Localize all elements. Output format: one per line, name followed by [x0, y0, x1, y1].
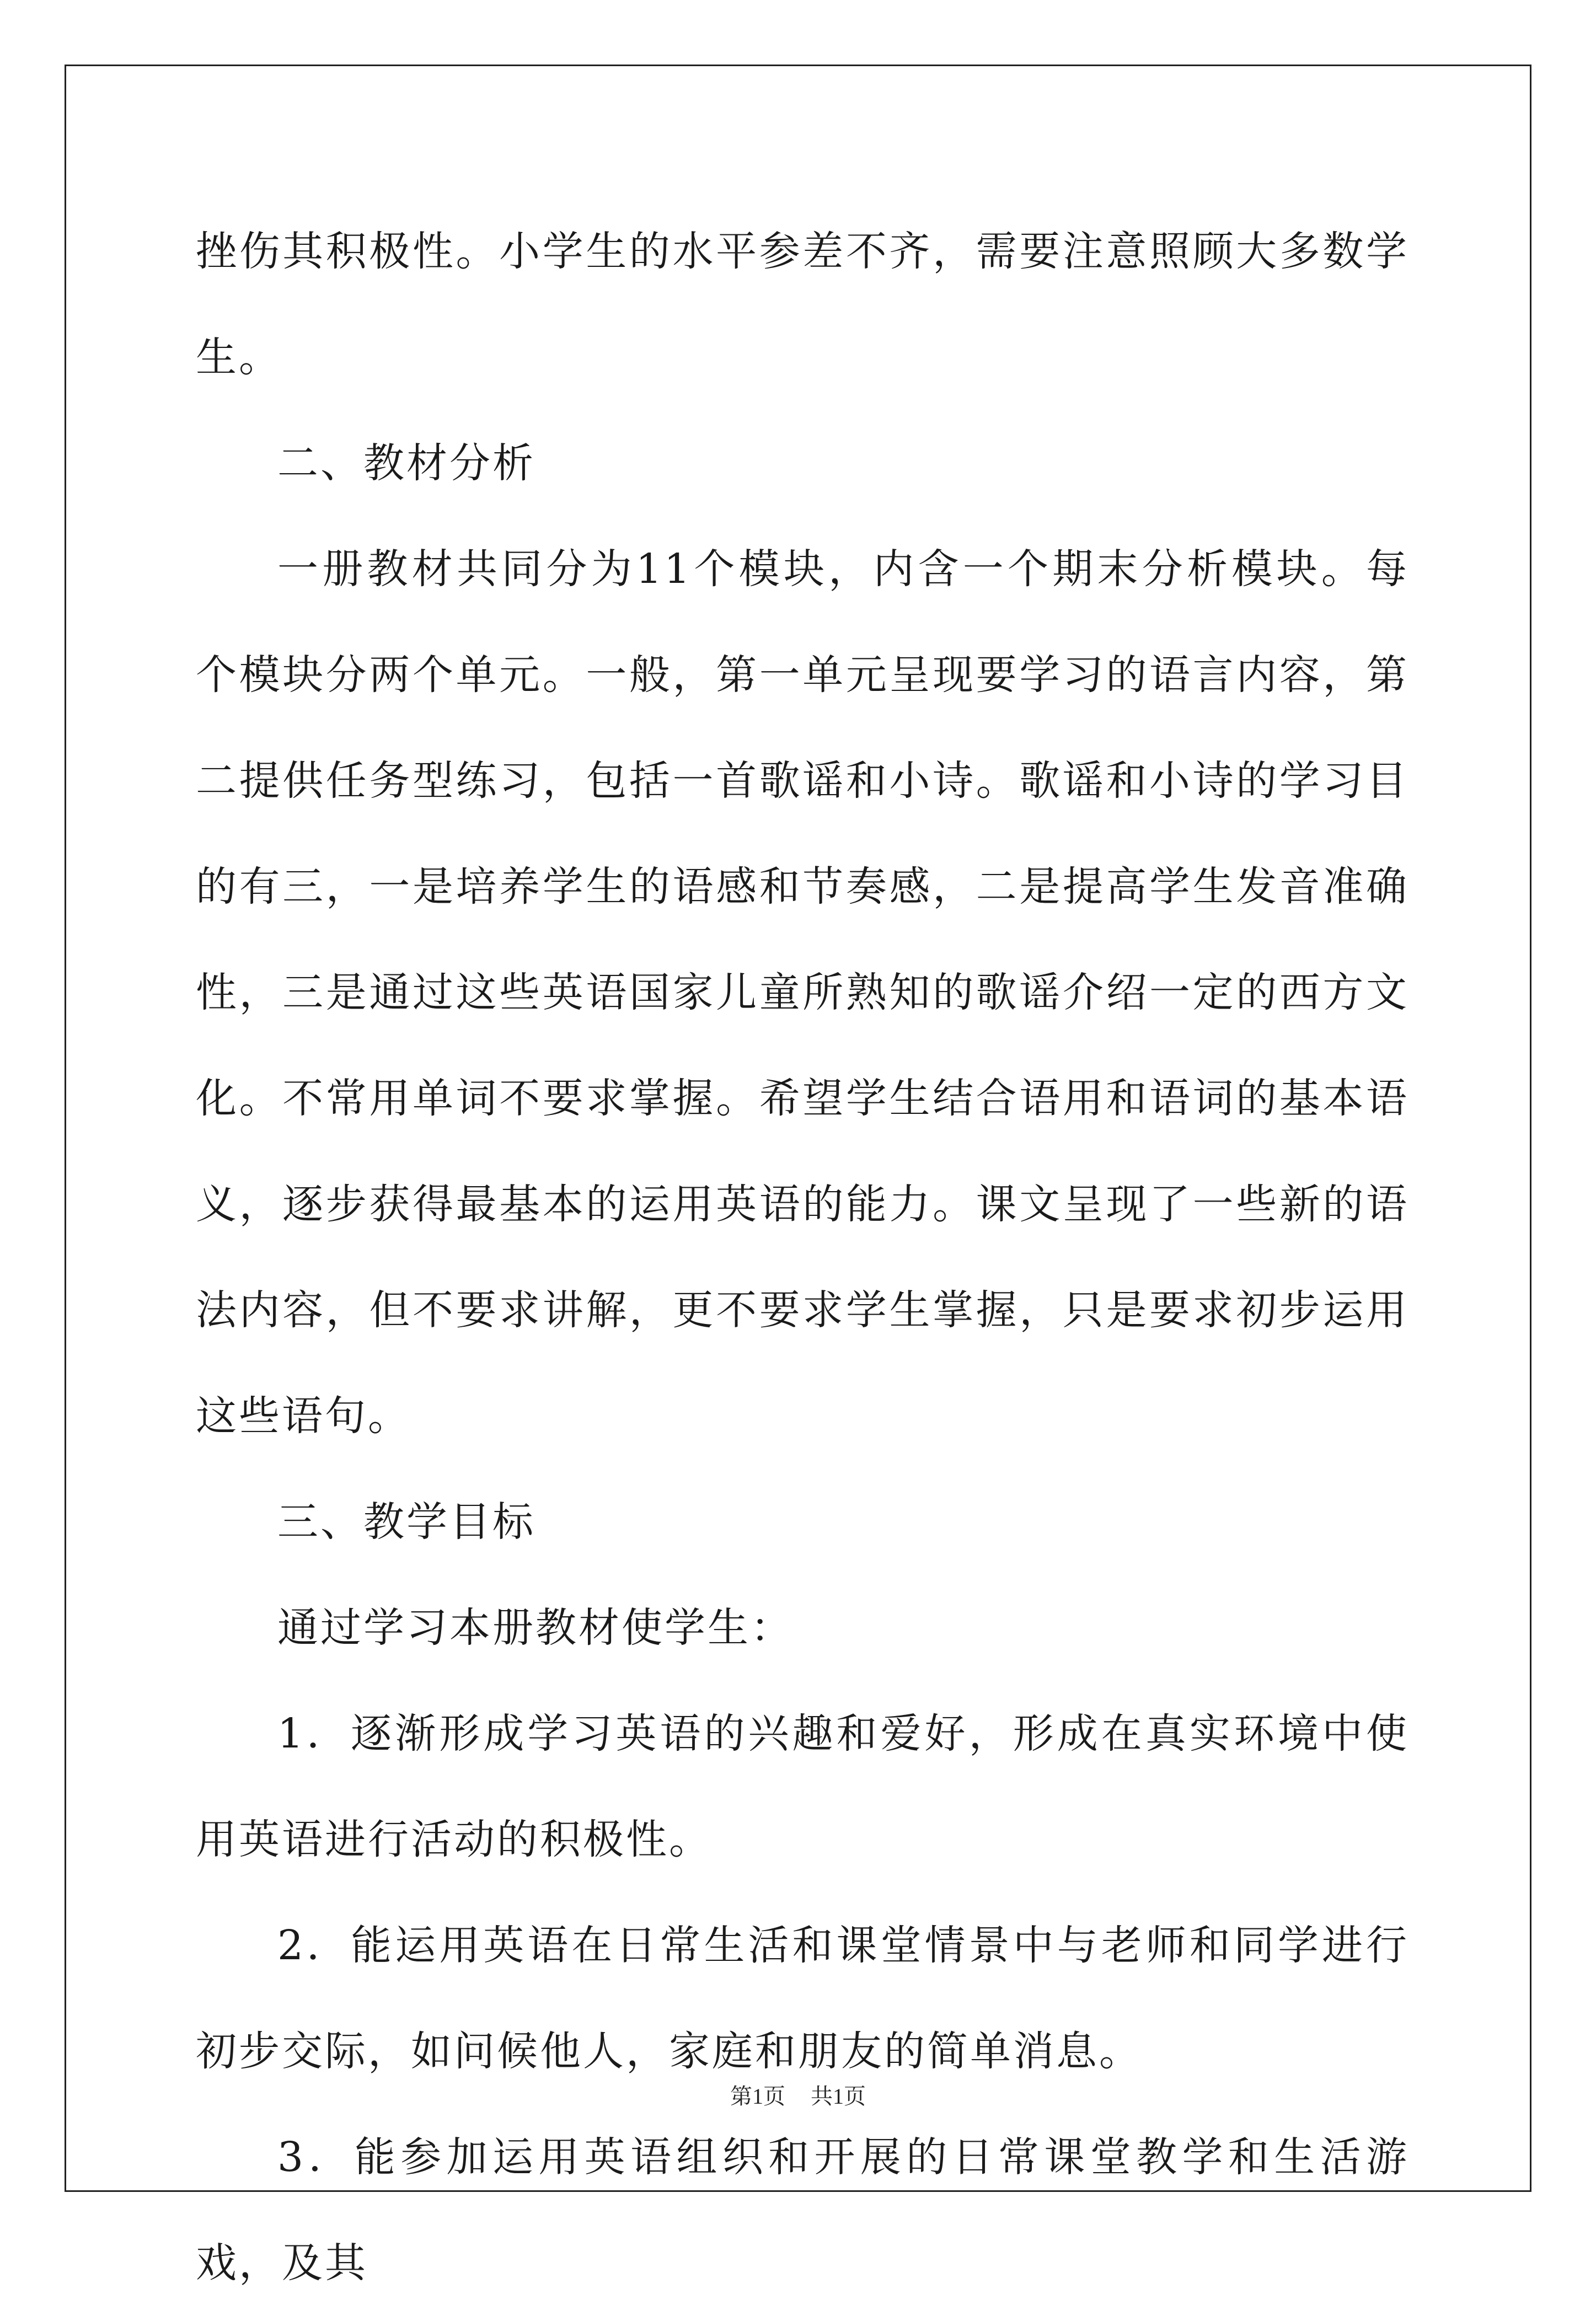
- paragraph-continuation: 挫伤其积极性。小学生的水平参差不齐，需要注意照顾大多数学生。: [196, 228, 1409, 381]
- section-heading-materials: 二、教材分析: [277, 439, 535, 487]
- document-body: [196, 199, 1409, 2316]
- page-total: 共1页: [811, 2084, 866, 2109]
- objective-item-2: 2．能运用英语在日常生活和课堂情景中与老师和同学进行初步交际，如问候他人，家庭和朋友的简单消息。: [196, 1922, 1409, 2075]
- page-number: 第1页: [730, 2084, 785, 2109]
- section-heading-objectives: 三、教学目标: [277, 1498, 535, 1546]
- page-footer: [0, 2079, 1596, 2110]
- paragraph-materials-analysis: 一册教材共同分为11个模块，内含一个期末分析模块。每个模块分两个单元。一般，第一单元呈现要学习的语言内容，第二提供任务型练习，包括一首歌谣和小诗。歌谣和小诗的学习目的有三，一是培养学生的语感和节奏感，二是提高学生发音准确性，三是通过这些英语国家儿童所熟知的歌谣介绍一定的西方文化。不常用单词不要求掌握。希望学生结合语用和语词的基本语义，逐步获得最基本的运用英语的能力。课文呈现了一些新的语法内容，但不要求讲解，更不要求学生掌握，只是要求初步运用这些语句。: [196, 545, 1409, 1440]
- objective-item-3: 3．能参加运用英语组织和开展的日常课堂教学和生活游戏，及其: [196, 2133, 1409, 2287]
- objective-item-1: 1．逐渐形成学习英语的兴趣和爱好，形成在真实环境中使用英语进行活动的积极性。: [196, 1710, 1409, 1863]
- paragraph-objectives-intro: 通过学习本册教材使学生：: [277, 1604, 794, 1652]
